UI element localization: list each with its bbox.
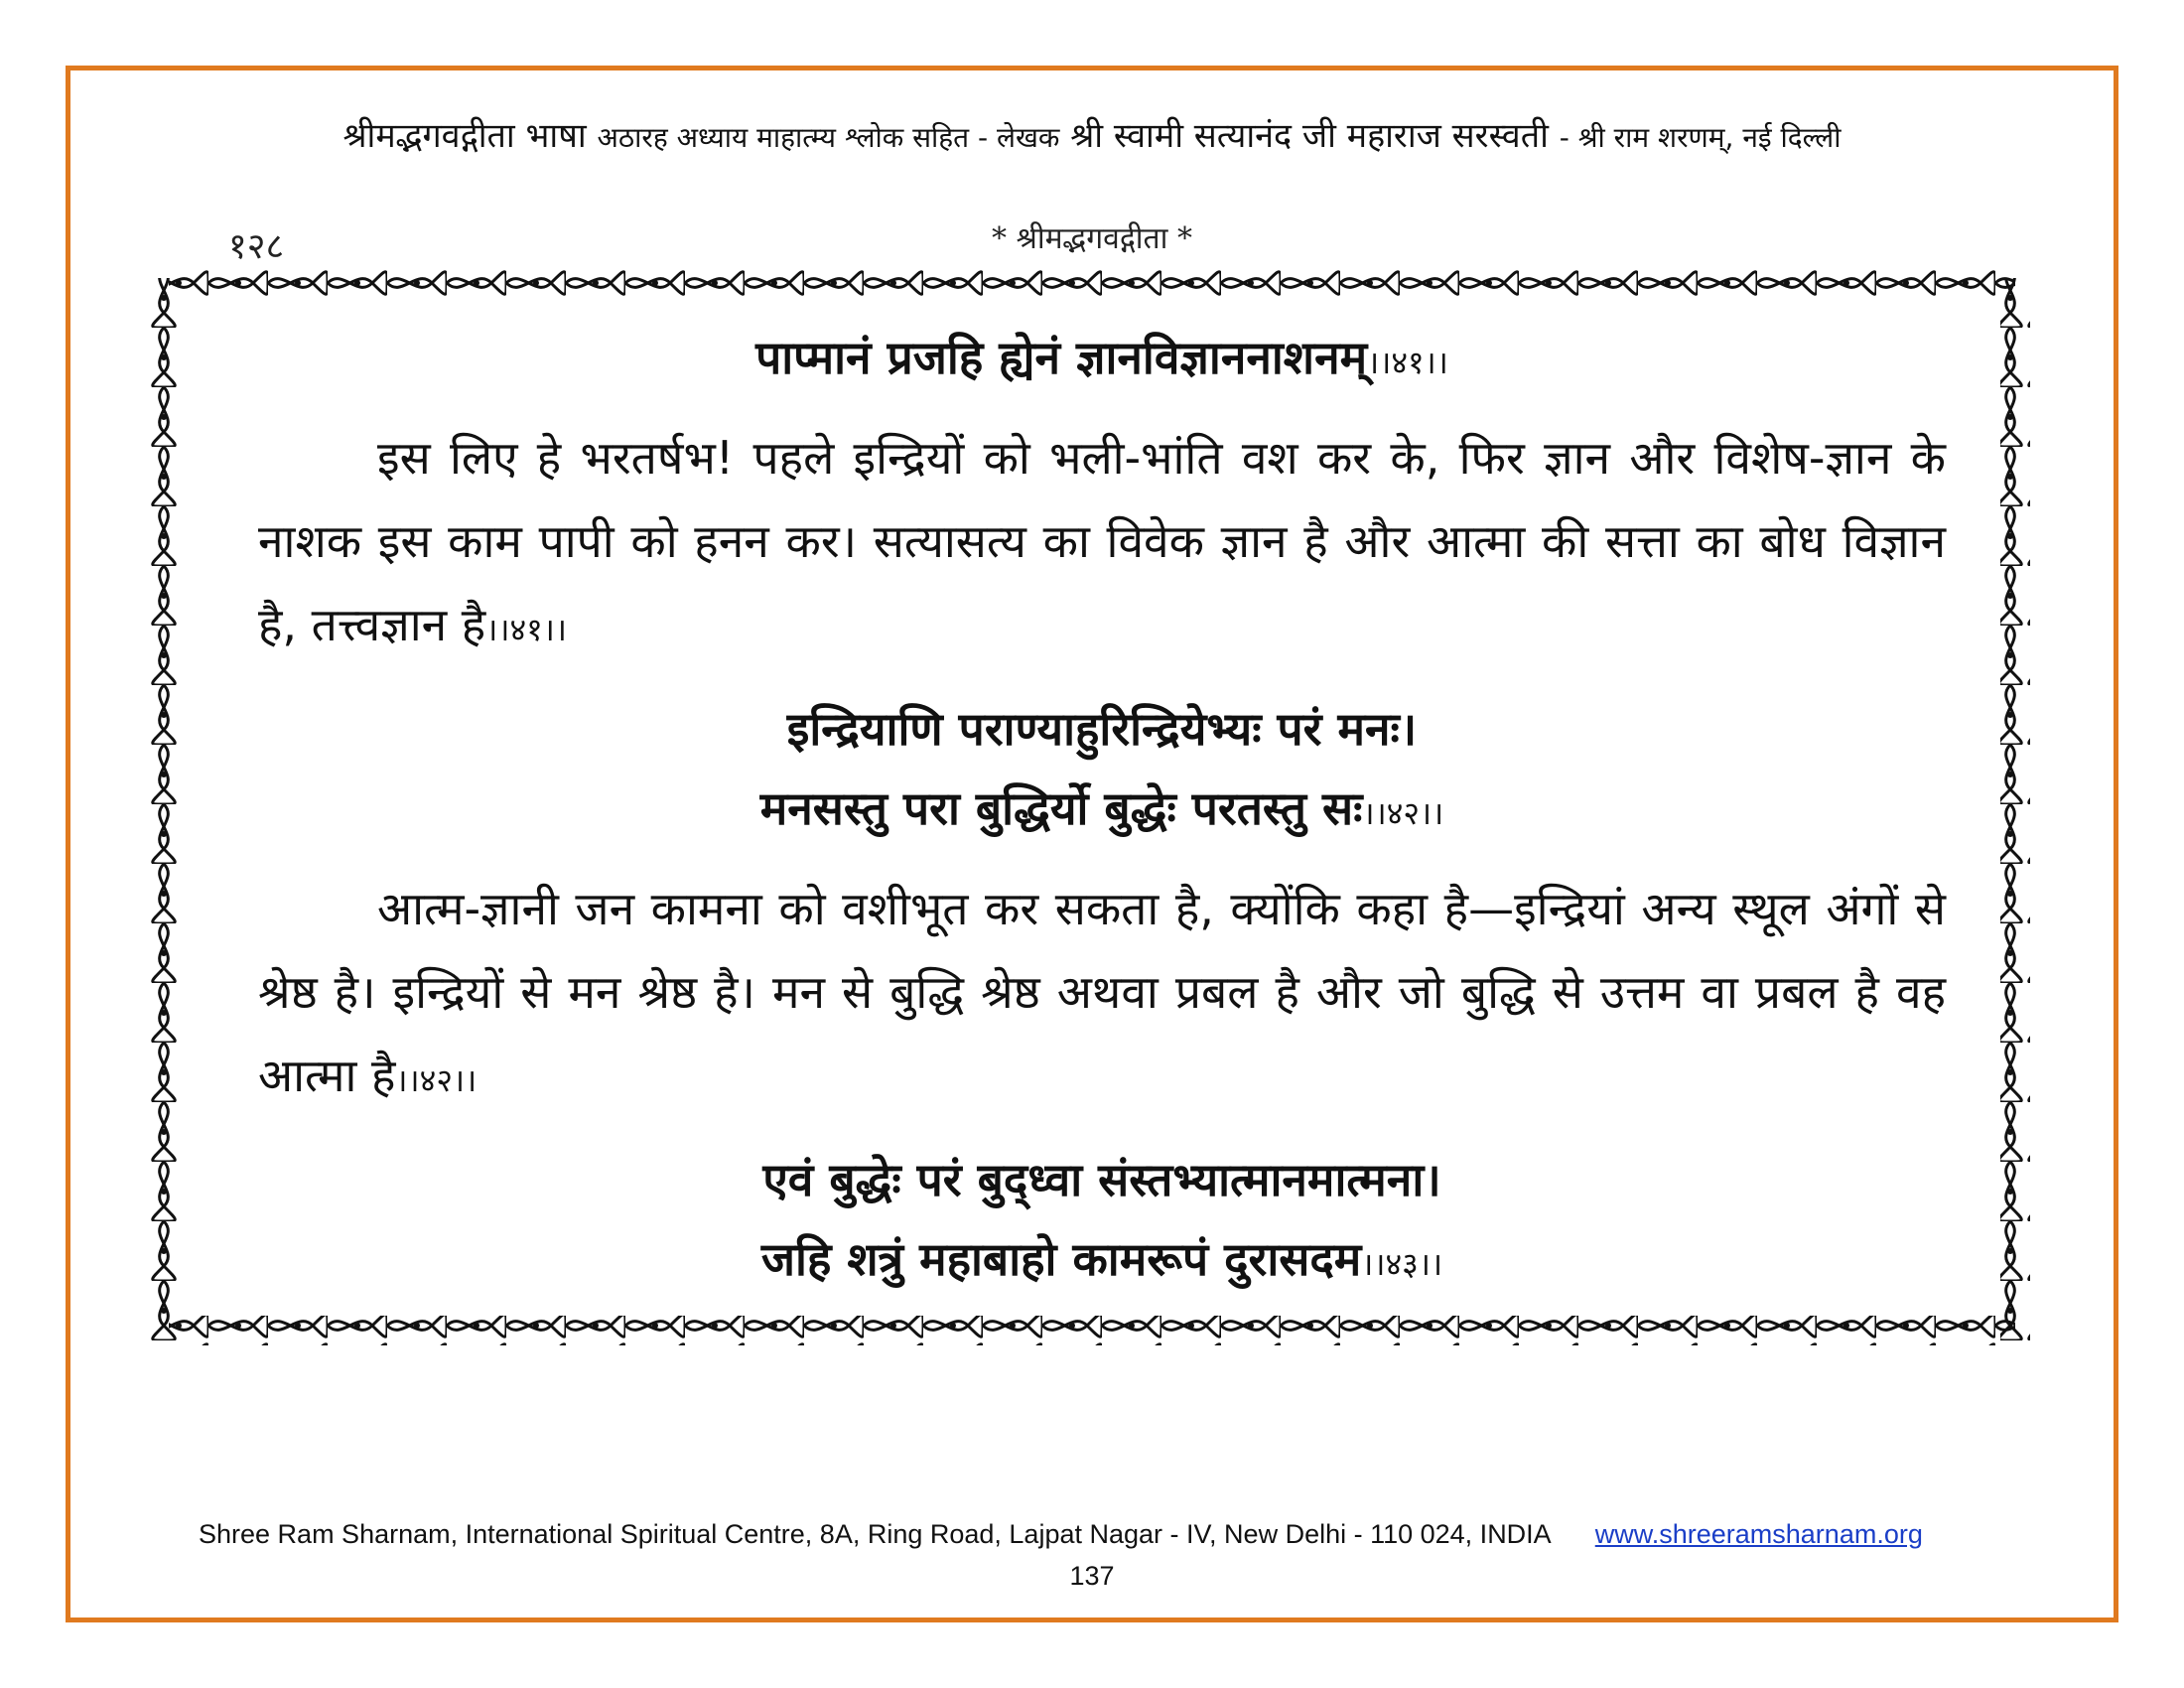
verse-43-line-1: एवं बुद्धेः परं बुद्ध्वा संस्तभ्यात्मानमात्मना। — [762, 1153, 1441, 1206]
scripture-content — [258, 318, 1946, 1304]
verse-43 — [258, 1140, 1946, 1304]
commentary-42 — [258, 867, 1946, 1122]
verse-41 — [258, 318, 1946, 402]
border-top — [169, 268, 2015, 298]
commentary-41-text: इस लिए हे भरतर्षभ! पहले इन्द्रियों को भली-भांति वश कर के, फिर ज्ञान और विशेष-ज्ञान के नाशक इस काम पापी को हनन कर। सत्यासत्य का विवेक ज्ञान है और आत्मा की सत्ता का बोध विज्ञान है, तत्त्वज्ञान है — [258, 431, 1947, 651]
verse-42-line-2: मनसस्तु परा बुद्धिर्यो बुद्धेः परतस्तु सः — [759, 781, 1363, 835]
border-right — [2000, 278, 2030, 1340]
footer-page-number: 137 — [1069, 1561, 1115, 1591]
border-left — [149, 278, 179, 1340]
verse-42 — [258, 689, 1946, 853]
footer — [199, 1519, 1923, 1550]
commentary-41 — [258, 416, 1946, 671]
verse-43-number: ।।४३।। — [1361, 1245, 1443, 1283]
verse-42-number: ।।४२।। — [1362, 794, 1444, 832]
verse-41-line: पाप्मानं प्रजहि ह्येनं ज्ञानविज्ञाननाशनम् — [755, 331, 1368, 384]
page-header — [99, 111, 2085, 157]
scan-page-number: १२८ — [228, 226, 285, 267]
commentary-42-text: आत्म-ज्ञानी जन कामना को वशीभूत कर सकता है, क्योंकि कहा है—इन्द्रियां अन्य स्थूल अंगों से श्रेष्ठ है। इन्द्रियों से मन श्रेष्ठ है। मन से बुद्धि श्रेष्ठ अथवा प्रबल है और जो बुद्धि से उत्तम वा प्रबल है वह आत्मा है — [258, 882, 1946, 1102]
commentary-41-number: ।।४१।। — [485, 611, 567, 648]
header-subtitle: अठारह अध्याय माहात्म्य श्लोक सहित - लेखक — [597, 121, 1060, 154]
border-bottom — [169, 1316, 2015, 1345]
scan-running-head: * श्रीमद्भगवद्गीता * — [992, 221, 1192, 256]
verse-41-number: ।।४१।। — [1367, 344, 1448, 381]
header-title: श्रीमद्भगवद्गीता भाषा — [342, 116, 587, 156]
website-link[interactable]: www.shreeramsharnam.org — [1594, 1519, 1923, 1549]
verse-42-line-1: इन्द्रियाणि पराण्याहुरिन्द्रियेभ्यः परं मनः। — [786, 702, 1418, 756]
commentary-42-number: ।।४२।। — [395, 1061, 478, 1099]
header-publisher: - श्री राम शरणम्, नई दिल्ली — [1559, 121, 1842, 154]
footer-address: Shree Ram Sharnam, International Spiritual Centre, 8A, Ring Road, Lajpat Nagar - IV, New Delhi - 110 024, INDIA — [199, 1519, 1551, 1549]
verse-43-line-2: जहि शत्रुं महाबाहो कामरूपं दुरासदम — [760, 1232, 1362, 1286]
header-author: श्री स्वामी सत्यानंद जी महाराज सरस्वती — [1070, 116, 1549, 156]
